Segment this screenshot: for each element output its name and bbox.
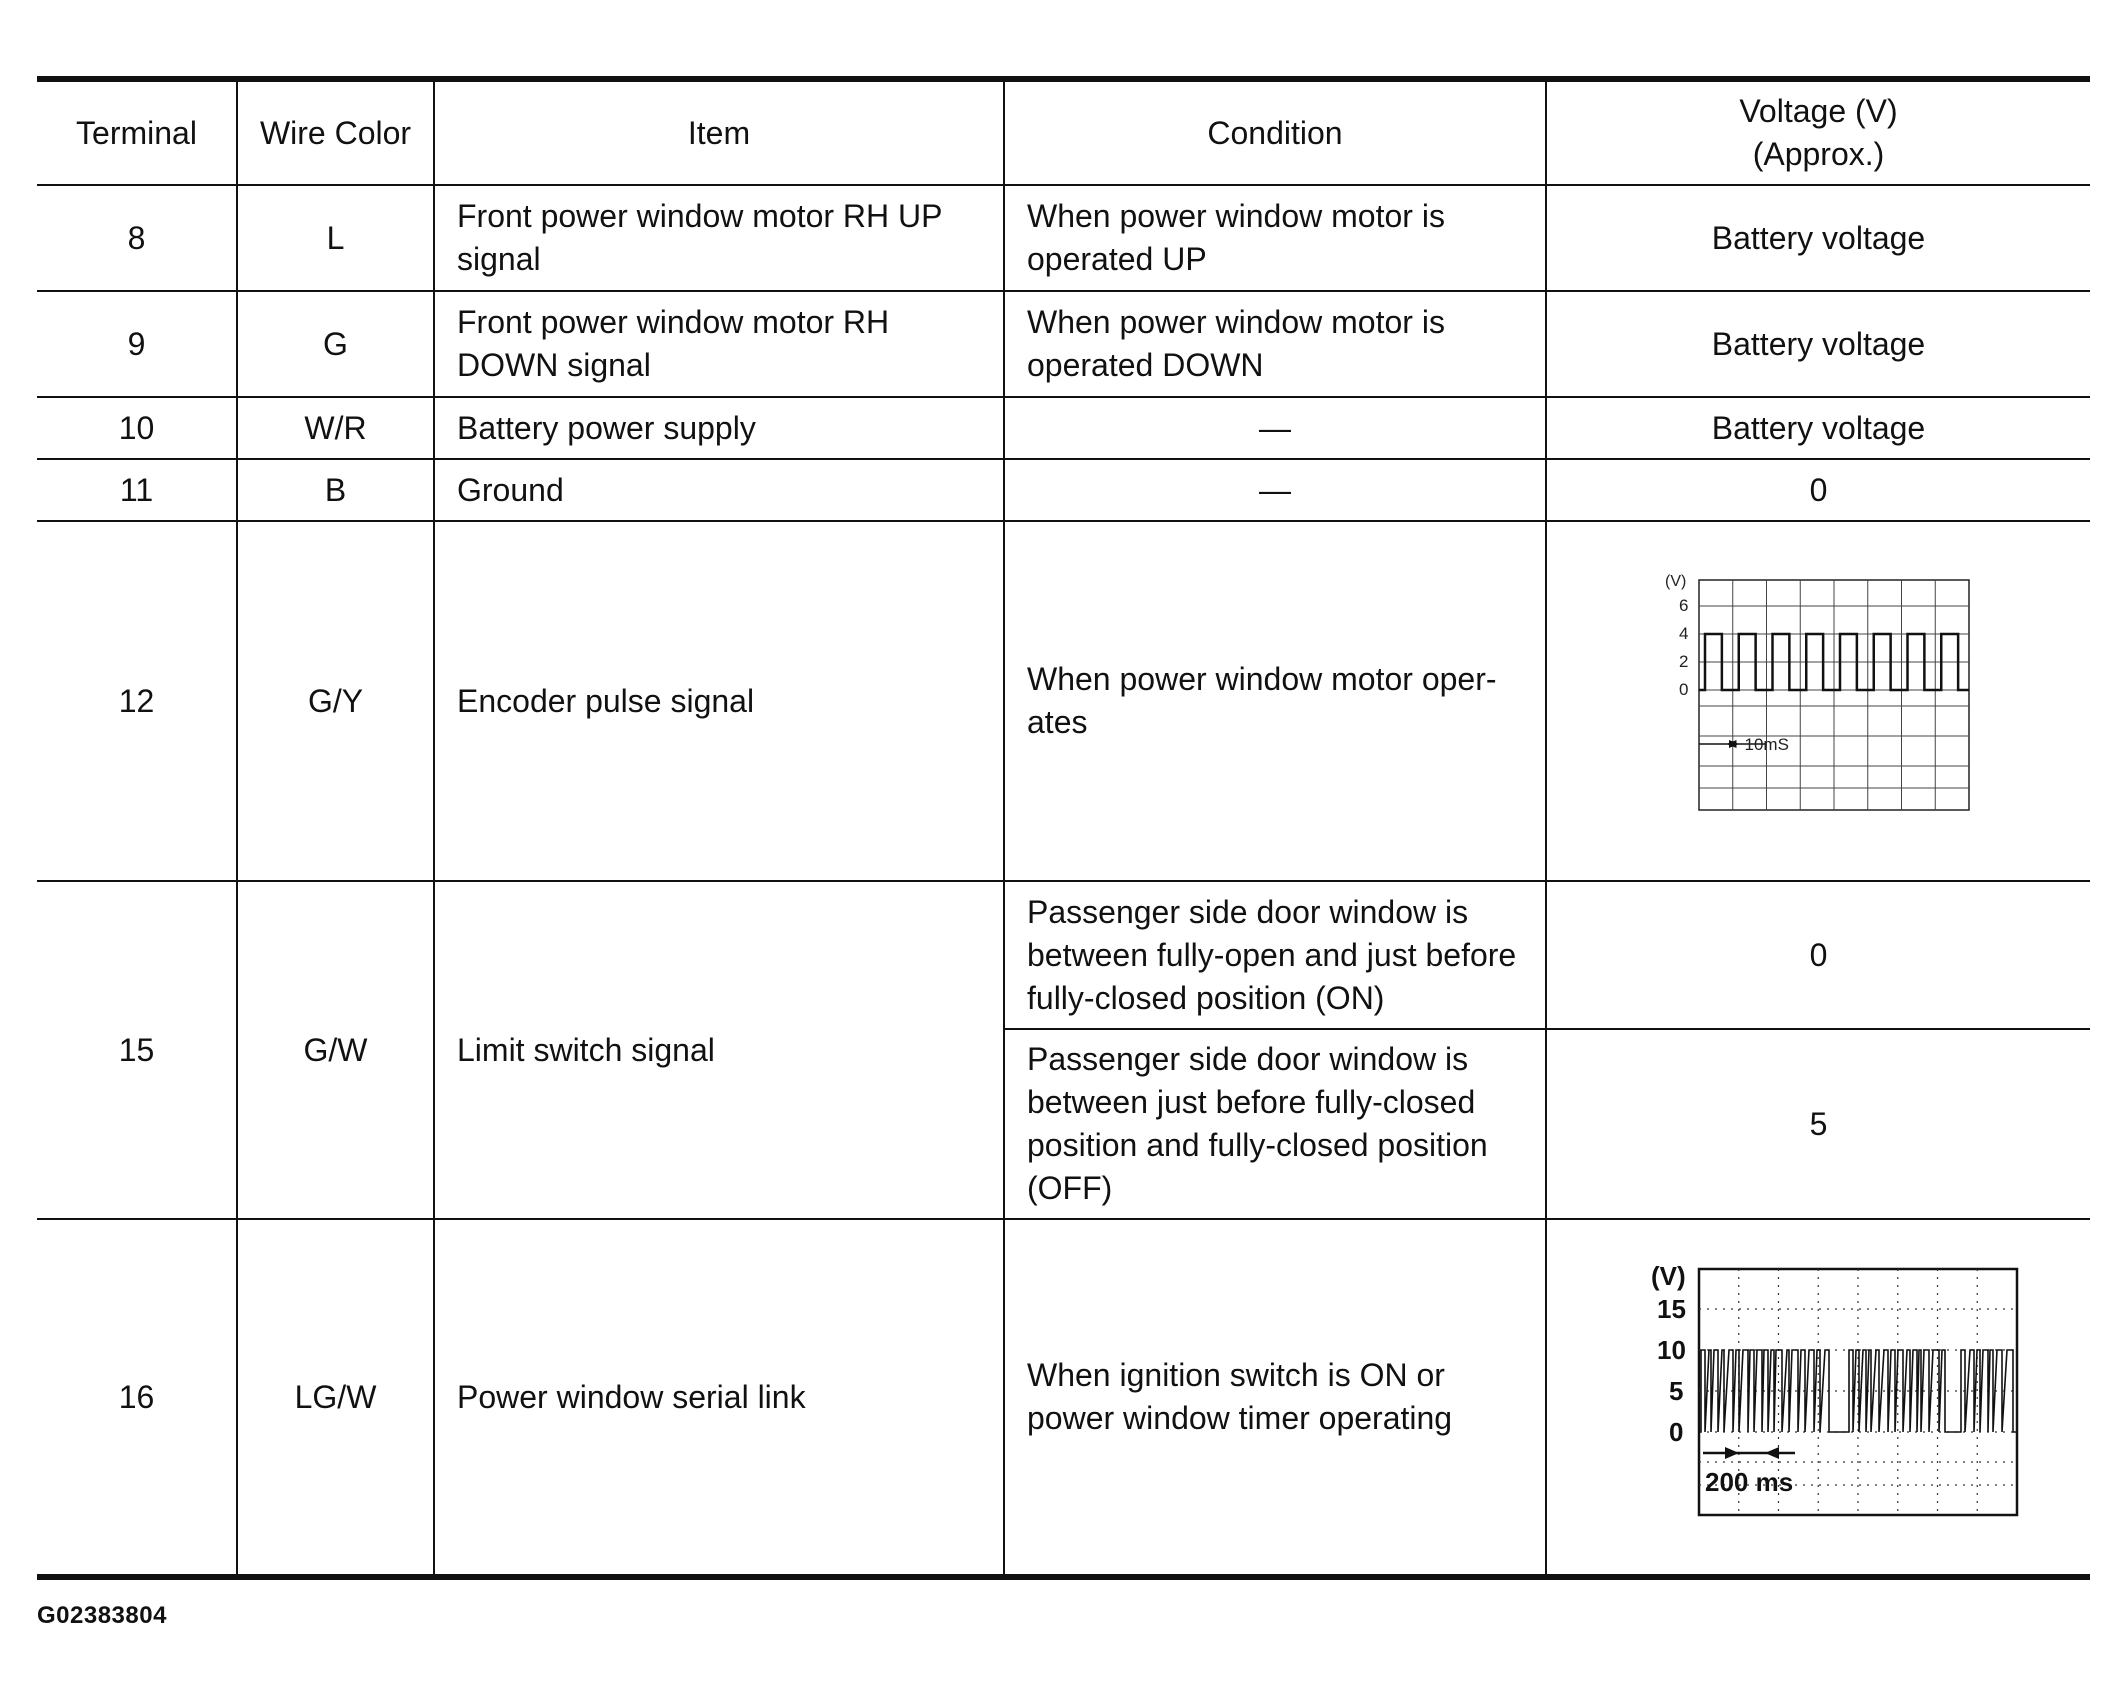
cell-wire-color: L	[237, 185, 434, 291]
cell-condition: —	[1004, 397, 1546, 459]
cell-voltage-encoder-scope	[1546, 521, 2090, 881]
cell-terminal: 10	[37, 397, 237, 459]
cell-voltage: Battery voltage	[1546, 291, 2090, 397]
y-tick-label: 10	[1656, 1334, 1686, 1365]
cell-voltage-serial-scope	[1546, 1219, 2090, 1577]
header-voltage-line1: Voltage (V)	[1739, 93, 1898, 129]
table-row	[37, 459, 2090, 521]
cell-terminal: 11	[37, 459, 237, 521]
table-row	[37, 291, 2090, 397]
terminal-voltage-table	[37, 76, 2090, 1580]
cell-item: Front power window motor RH UP signal	[434, 185, 1004, 291]
cell-wire-color: B	[237, 459, 434, 521]
cell-wire-color: G/Y	[237, 521, 434, 881]
y-tick-label: 15	[1656, 1293, 1686, 1324]
cell-terminal: 8	[37, 185, 237, 291]
cell-condition: When power window motor is operated DOWN	[1004, 291, 1546, 397]
y-tick-label: 6	[1678, 595, 1688, 615]
y-tick-label: 0	[1668, 1416, 1683, 1447]
cell-condition: When power window motor oper-ates	[1004, 521, 1546, 881]
time-scale-arrowhead	[1725, 1447, 1739, 1459]
cell-condition: Passenger side door window is between just before fully-closed position and fully-closed position (OFF)	[1004, 1029, 1546, 1219]
table-row	[37, 881, 2090, 1029]
cell-item: Encoder pulse signal	[434, 521, 1004, 881]
table-row	[37, 397, 2090, 459]
cell-item: Front power window motor RH DOWN signal	[434, 291, 1004, 397]
header-voltage	[1546, 79, 2090, 185]
time-scale-label: 10mS	[1744, 734, 1789, 754]
y-tick-label: 4	[1678, 623, 1688, 643]
y-tick-label: 5	[1668, 1375, 1683, 1406]
scope-unit-label: (V)	[1664, 572, 1686, 590]
header-wire-color: Wire Color	[237, 79, 434, 185]
table-header-row	[37, 79, 2090, 185]
cell-terminal: 16	[37, 1219, 237, 1577]
table-row	[37, 185, 2090, 291]
cell-condition: When power window motor is operated UP	[1004, 185, 1546, 291]
cell-voltage: 0	[1546, 881, 2090, 1029]
cell-wire-color: G/W	[237, 881, 434, 1219]
cell-wire-color: G	[237, 291, 434, 397]
figure-code: G02383804	[37, 1602, 167, 1629]
encoder-pulse-oscilloscope	[1659, 566, 1979, 826]
cell-item: Power window serial link	[434, 1219, 1004, 1577]
cell-wire-color: W/R	[237, 397, 434, 459]
cell-voltage: 0	[1546, 459, 2090, 521]
time-scale-arrowhead	[1765, 1447, 1779, 1459]
cell-voltage: Battery voltage	[1546, 185, 2090, 291]
header-condition: Condition	[1004, 79, 1546, 185]
cell-item: Battery power supply	[434, 397, 1004, 459]
y-tick-label: 2	[1678, 651, 1688, 671]
header-voltage-line2: (Approx.)	[1752, 136, 1885, 172]
header-terminal: Terminal	[37, 79, 237, 185]
cell-terminal: 15	[37, 881, 237, 1219]
cell-terminal: 9	[37, 291, 237, 397]
cell-voltage: Battery voltage	[1546, 397, 2090, 459]
cell-terminal: 12	[37, 521, 237, 881]
cell-item: Limit switch signal	[434, 881, 1004, 1219]
cell-item: Ground	[434, 459, 1004, 521]
cell-condition: —	[1004, 459, 1546, 521]
cell-wire-color: LG/W	[237, 1219, 434, 1577]
scope-unit-label: (V)	[1650, 1260, 1686, 1291]
cell-voltage: 5	[1546, 1029, 2090, 1219]
cell-condition: When ignition switch is ON or power window timer operating	[1004, 1219, 1546, 1577]
serial-link-oscilloscope	[1609, 1257, 2029, 1527]
time-scale-label: 200 ms	[1704, 1466, 1793, 1497]
header-item: Item	[434, 79, 1004, 185]
table-row	[37, 521, 2090, 881]
cell-condition: Passenger side door window is between fully-open and just before fully-closed position (ON)	[1004, 881, 1546, 1029]
y-tick-label: 0	[1678, 679, 1688, 699]
table-row	[37, 1219, 2090, 1577]
